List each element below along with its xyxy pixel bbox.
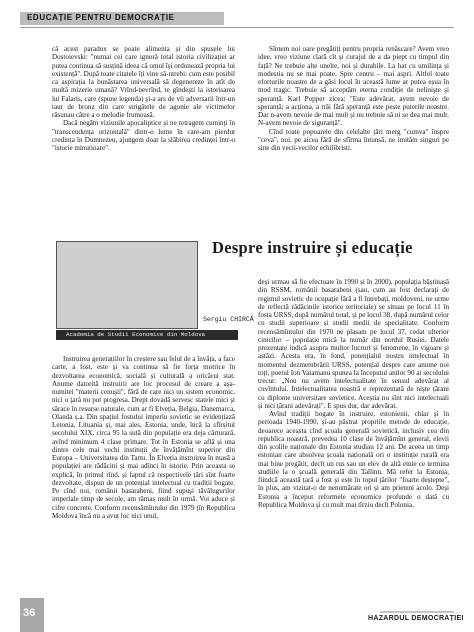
page-number: 36 xyxy=(23,607,36,619)
section-header-label: EDUCAȚIE PENTRU DEMOCRAȚIE xyxy=(27,13,175,22)
paragraph: Sîntem noi oare pregătiți pentru propria renăscare? Avem vreo idee, vreo viziune clară cît și curajul de a da piept cu timpul din față? Ne trebuie alte unelte, noi și durabile. La hat cu umilința și modestia nu se mai poate. Spre centru – mai aspri. Altfel toate eforturile noastre de a găsi locul în această lume ar putea eșua în mod tragic. Trebuie să acceptăm eterna condiție de nelinişte și speranță. Karl Popper zicea: "Este adevărat, avem nevoie de speranță; a acționa, a trăi fără speranță este peste puterile noastre. Dar n-avem nevoie de mai mult și nu trebuie să ni se dea mai mult. N-avem nevoie de siguranță". xyxy=(258,45,449,128)
paragraph: deși urmau să fie efectuate în 1990 și în 2000), populația băștinașă din RSSM, românii basarabeni (sau, cum au fost declarați de regimul sovietic de ocupație fără a fi întrebați, moldoveni, ne urme de reflectă rădăcinile istorice teritoriale) se situau pe locul 11 în fosta URSS, după numărul total, și pe locul 38, după numărul celor cu studii superioare și studii medii de specialitate. Conform recensămîntului din 1970 ne plasam pe locul 37, cedat ulterior cinicilor – populație mică la număr din nordul Rusiei. Datele prezentate indică asupra multor lucruri și fenomene, în vigoare și astăzi. Acesta era, în fond, potențialul nostru intelectual în momentul dezmembrării URSS, potențial despre care anume noi toți, poetul Ion Vatamanu spunea la începutul anilor 90 ai secolului trecut: „Nou nu avem intelectualitate în sensul adevărat al cuvîntului. Intelectualitatea noastră e reprezentată de niște țărani cu diplome universitare sovietice. Aceștia nu sînt nici intelectuali și nici țărani adevărați". E spus dur, dar adevărat. xyxy=(258,278,449,410)
author-affiliation-bar xyxy=(56,330,238,340)
column-bottom-right xyxy=(258,278,449,509)
author-photo xyxy=(56,241,198,329)
page-number-tab xyxy=(20,598,44,632)
column-bottom-left xyxy=(52,355,235,520)
author-affiliation: Academia de Studii Economice din Moldova xyxy=(66,331,206,338)
footer-rule xyxy=(380,611,454,613)
column-top-left xyxy=(52,45,235,152)
header-rule xyxy=(20,27,454,28)
paragraph: că acest paradox se poate alimenta și din spusele lui Dostoievski: "numai cei care ignoră total istoria civilizației ar putea continua să susțină ideea că omul își ordonează propria lui existență". După toate citatele îți vine să-ntrebi: cum este posibil ca aspirația la bunăstarea universală să degenereze în atît de multă mizerie umană? Vrînd-nevrînd, te gîndești la istorisarea lui Falaris, care (spune legenda) și-a ars de vii adversarii într-un taur de bronz din care strigătele de agonie ale victimelor răsunau către a o melodie frumoasă. xyxy=(52,45,235,119)
paragraph: Cînd toate popoarele din celelalte țări merg "cumva" înspre "ceva", noi, pe aicea fără de sfîrma întunsă, ne imităm singuri pe sine din vecii-vecilor echilibristi. xyxy=(258,127,449,152)
column-top-right xyxy=(258,45,449,152)
paragraph: Instruirea generațiilor în creștere sau felul de a învăța, a face carte, a fost, este și va continua să fie forța motrice în dezvoltarea economică, socială și culturală a oricărui stat. Anume datorită instruirii are loc procesul de creare a așa-numitei "materii cenușii", fără de care nici un sistem economic, nici o țară nu pot progresa. Drept dovadă servesc statele mici și sărace în resurse naturale, cum ar fi Elveția, Belgia, Danemarca, Olanda ș.a. Din spațiul fostului imperiu sovietic se evidențiază Letonia, Lituania și, mai ales, Estonia, unde, încă la sfîrșitul secolului XIX, circa 95 la sută din populație era deja cărturară, avînd minimum 4 clase primare. Tot în Estonia se află și una dintre cele mai vechi instituții de învățămînt superior din Europa – Universitatea din Tartu. În Elveția instruirea în masă a populației are rădăcini și mai adînci în istorie. Prin aceasta se explică, în primul rînd, și faptul că respectivele țări sînt foarte dezvoltate, dispun de un potențial intelectual cu tradiții bogate. Pe cînd noi, românii basarabeni, fiind supuși tăvălugurilor imperiale timp de secole, am rămas mult în urmă. Voi aduce și cifre concrete. Conform recensămîntului din 1979 (în Republica Moldova încă nu a avut loc nici unul, xyxy=(52,355,235,520)
section-header xyxy=(20,12,224,25)
author-name: Sergiu CHIRCĂ xyxy=(203,316,254,323)
article-title: Despre instruire și educație xyxy=(212,238,413,257)
footer-title: HAZARDUL DEMOCRAȚIEI xyxy=(368,615,464,622)
paragraph: Avînd tradiții bogate în instruire, estonienii, chiar și în perioada 1940-1990, și-au păstrat propriile metode de educație, deoarece aceasta cînd școala generală sovietică, inclusiv cea din republica noastră, prevedea 10 clase de învățămînt general, elevii din școlile naționale din Estonia studiau 12 ani. De aceea un timp estonian care absolvea școala națională ori o instituție rurală era mai bine pregătit, decît un rus sau un elev de altă etnie ce termina studiile la o școală generală din Tallinn. Mă refer la Estonia, fiindcă această țară a fost și este în topul țărilor "foarte deștepte", în plus, am vizitat-o de nenumărate ori și am prieteni acolo. Deși Estonia a început reformele economice profunde o dată cu Republica Moldova și cu mult mai tîrziu decît Polonia, xyxy=(258,410,449,509)
paragraph: Dacă negăm viziunile apocaliptice și ne retragem cuminți în "transcendența orizontală" dintr-o lume în care-am pierdut credința în Dumnezeu, ajungem doar la slăbirea credinței într-o "istorie minutioare". xyxy=(52,119,235,152)
